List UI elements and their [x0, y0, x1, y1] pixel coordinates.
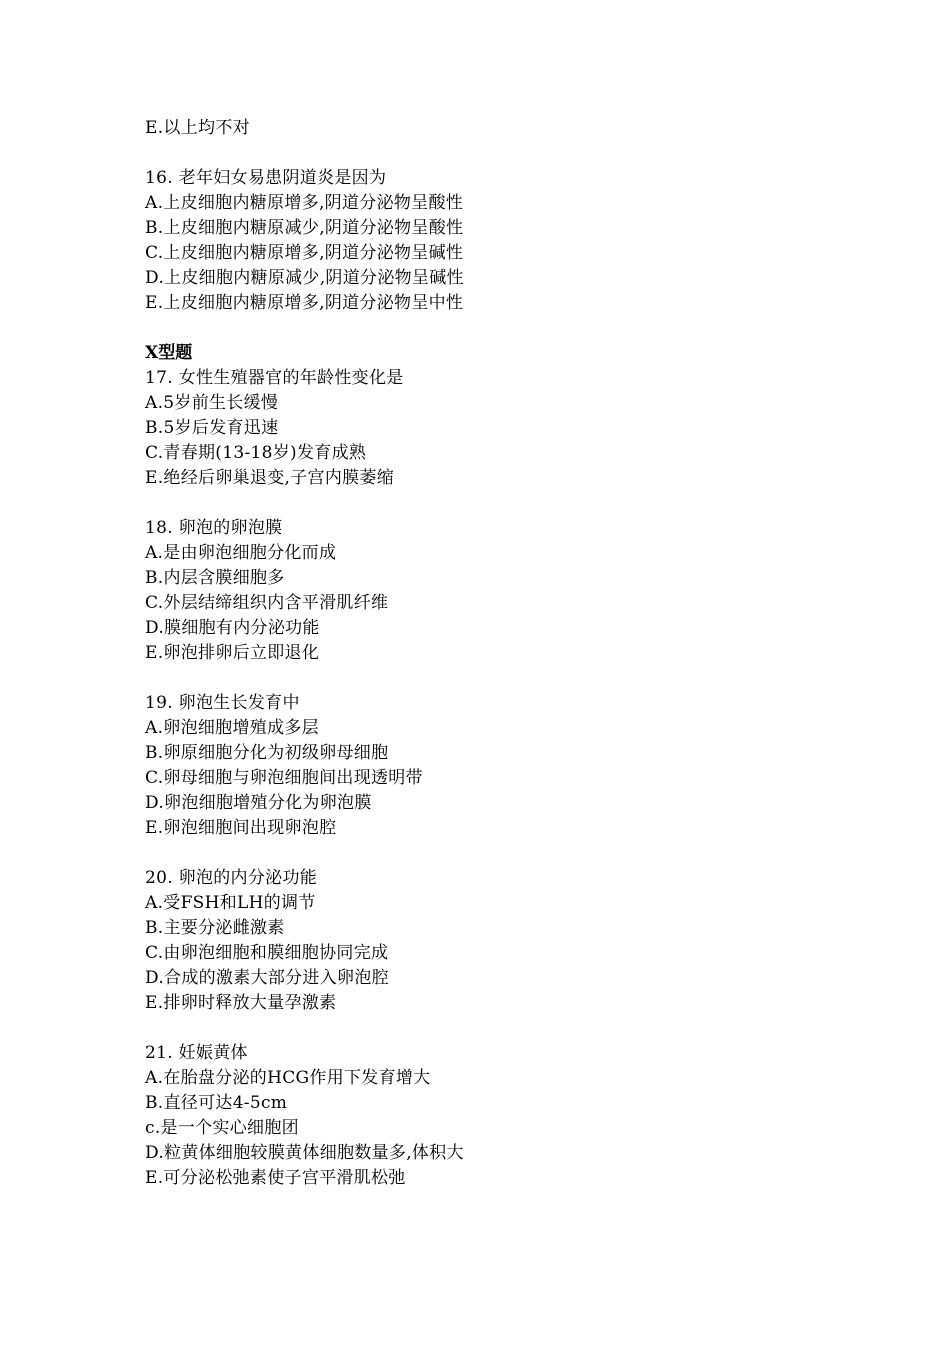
- spacer: [145, 141, 865, 166]
- option: B.直径可达4-5cm: [145, 1093, 288, 1113]
- question-18: [145, 516, 865, 666]
- question-stem: 21. 妊娠黄体: [145, 1043, 248, 1063]
- question-stem: 19. 卵泡生长发育中: [145, 693, 300, 713]
- option: B.5岁后发育迅速: [145, 418, 279, 438]
- option: D.卵泡细胞增殖分化为卵泡膜: [145, 793, 372, 813]
- option: D.膜细胞有内分泌功能: [145, 618, 320, 638]
- section-heading: X型题: [145, 343, 193, 363]
- option: A.在胎盘分泌的HCG作用下发育增大: [145, 1068, 431, 1088]
- option: E.排卵时释放大量孕激素: [145, 993, 337, 1013]
- option: C.青春期(13-18岁)发育成熟: [145, 443, 367, 463]
- option: A.5岁前生长缓慢: [145, 393, 279, 413]
- question-stem: 18. 卵泡的卵泡膜: [145, 518, 283, 538]
- question-16: [145, 166, 865, 316]
- option: E.可分泌松弛素使子宫平滑肌松弛: [145, 1168, 406, 1188]
- option: C.由卵泡细胞和膜细胞协同完成: [145, 943, 389, 963]
- lead-option: E.以上均不对: [145, 118, 250, 138]
- option: E.卵泡排卵后立即退化: [145, 643, 320, 663]
- spacer: [145, 666, 865, 691]
- document-page: [145, 116, 865, 1191]
- option: A.卵泡细胞增殖成多层: [145, 718, 319, 738]
- option: E.绝经后卵巢退变,子宫内膜萎缩: [145, 468, 395, 488]
- spacer: [145, 1016, 865, 1041]
- question-stem: 16. 老年妇女易患阴道炎是因为: [145, 168, 387, 188]
- option: c.是一个实心细胞团: [145, 1118, 299, 1138]
- option: D.合成的激素大部分进入卵泡腔: [145, 968, 389, 988]
- question-21: [145, 1041, 865, 1191]
- question-stem: 17. 女性生殖器官的年龄性变化是: [145, 368, 404, 388]
- option: D.上皮细胞内糖原减少,阴道分泌物呈碱性: [145, 268, 464, 288]
- question-19: [145, 691, 865, 841]
- option: A.受FSH和LH的调节: [145, 893, 316, 913]
- question-stem: 20. 卵泡的内分泌功能: [145, 868, 318, 888]
- option: D.粒黄体细胞较膜黄体细胞数量多,体积大: [145, 1143, 464, 1163]
- option: C.外层结缔组织内含平滑肌纤维: [145, 593, 389, 613]
- spacer: [145, 841, 865, 866]
- option: C.上皮细胞内糖原增多,阴道分泌物呈碱性: [145, 243, 464, 263]
- option: B.上皮细胞内糖原减少,阴道分泌物呈酸性: [145, 218, 464, 238]
- option: E.卵泡细胞间出现卵泡腔: [145, 818, 337, 838]
- option: B.主要分泌雌激素: [145, 918, 285, 938]
- option: A.上皮细胞内糖原增多,阴道分泌物呈酸性: [145, 193, 464, 213]
- option: C.卵母细胞与卵泡细胞间出现透明带: [145, 768, 423, 788]
- option: A.是由卵泡细胞分化而成: [145, 543, 337, 563]
- option: B.卵原细胞分化为初级卵母细胞: [145, 743, 389, 763]
- question-20: [145, 866, 865, 1016]
- option: B.内层含膜细胞多: [145, 568, 285, 588]
- option: E.上皮细胞内糖原增多,阴道分泌物呈中性: [145, 293, 464, 313]
- spacer: [145, 316, 865, 341]
- question-17: [145, 366, 865, 491]
- spacer: [145, 491, 865, 516]
